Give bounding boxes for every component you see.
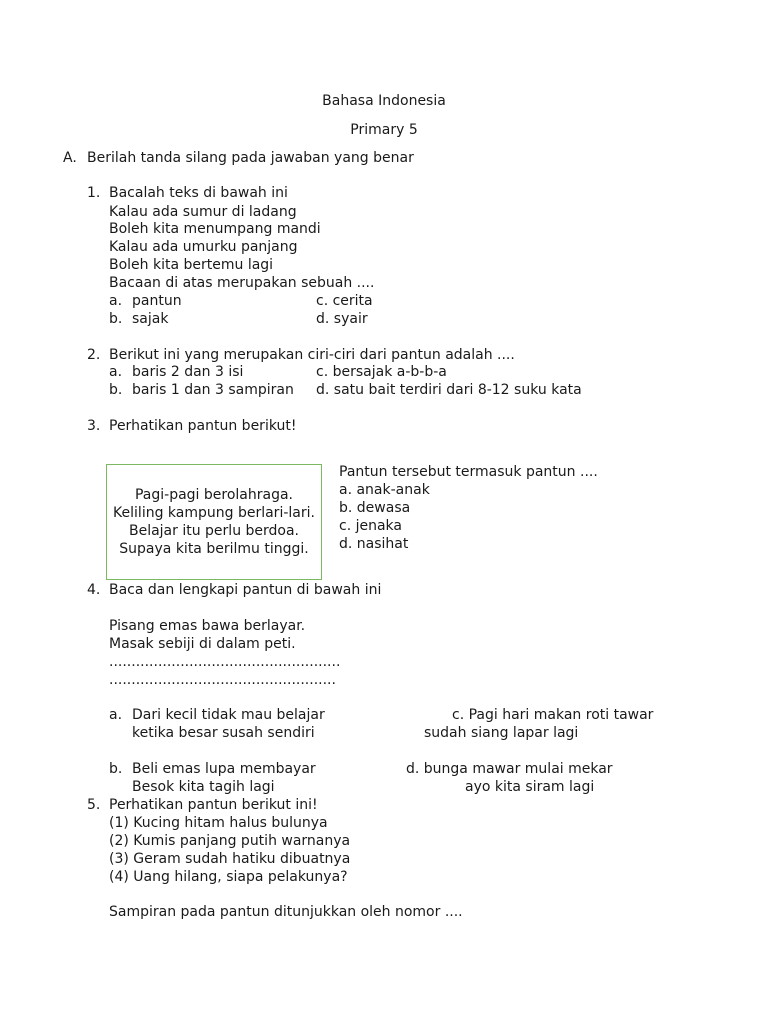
- question-text: Sampiran pada pantun ditunjukkan oleh nomor ....: [109, 904, 463, 920]
- pantun-line: Pagi-pagi berolahraga.: [134, 487, 294, 503]
- question-text: Pantun tersebut termasuk pantun ....: [339, 464, 598, 480]
- grade-label: Primary 5: [350, 122, 418, 138]
- pantun-line: Kalau ada sumur di ladang: [109, 204, 297, 220]
- option-label: b.: [109, 311, 123, 327]
- pantun-line: (1) Kucing hitam halus bulunya: [109, 815, 328, 831]
- option-c-line1: c. Pagi hari makan roti tawar: [452, 707, 654, 723]
- option-label: a.: [109, 364, 123, 380]
- question-number: 5.: [87, 797, 101, 813]
- question-prompt: Baca dan lengkapi pantun di bawah ini: [109, 582, 382, 598]
- option-b: baris 1 dan 3 sampiran: [132, 382, 294, 398]
- option-d: d. satu bait terdiri dari 8-12 suku kata: [316, 382, 582, 398]
- pantun-line: Masak sebiji di dalam peti.: [109, 636, 296, 652]
- option-label: a.: [109, 707, 123, 723]
- pantun-line: Keliling kampung berlari-lari.: [113, 505, 315, 521]
- question-number: 3.: [87, 418, 101, 434]
- option-c: c. bersajak a-b-b-a: [316, 364, 447, 380]
- question-number: 1.: [87, 185, 101, 201]
- option-a-line2: ketika besar susah sendiri: [132, 725, 315, 741]
- question-prompt: Berikut ini yang merupakan ciri-ciri dari pantun adalah ....: [109, 347, 515, 363]
- option-c-line2: sudah siang lapar lagi: [424, 725, 579, 741]
- option-c: c. cerita: [316, 293, 373, 309]
- pantun-line: Boleh kita bertemu lagi: [109, 257, 274, 273]
- option-b: b. dewasa: [339, 500, 411, 516]
- option-a: a. anak-anak: [339, 482, 430, 498]
- option-a: baris 2 dan 3 isi: [132, 364, 244, 380]
- option-label: a.: [109, 293, 123, 309]
- answer-blank: ....................................................: [109, 654, 341, 670]
- option-a-line1: Dari kecil tidak mau belajar: [132, 707, 325, 723]
- option-d-line1: d. bunga mawar mulai mekar: [406, 761, 613, 777]
- pantun-line: Boleh kita menumpang mandi: [109, 221, 321, 237]
- answer-blank: ...................................................: [109, 672, 336, 688]
- document-title: Bahasa Indonesia: [322, 93, 446, 109]
- option-a: pantun: [132, 293, 182, 309]
- option-label: b.: [109, 761, 123, 777]
- option-c: c. jenaka: [339, 518, 402, 534]
- option-b-line2: Besok kita tagih lagi: [132, 779, 275, 795]
- pantun-line: Pisang emas bawa berlayar.: [109, 618, 306, 634]
- section-instruction: Berilah tanda silang pada jawaban yang benar: [87, 150, 414, 166]
- option-b-line1: Beli emas lupa membayar: [132, 761, 316, 777]
- question-text: Bacaan di atas merupakan sebuah ....: [109, 275, 375, 291]
- pantun-line: Kalau ada umurku panjang: [109, 239, 298, 255]
- question-prompt: Perhatikan pantun berikut ini!: [109, 797, 318, 813]
- pantun-line: (4) Uang hilang, siapa pelakunya?: [109, 869, 348, 885]
- pantun-line: (3) Geram sudah hatiku dibuatnya: [109, 851, 351, 867]
- pantun-line: Belajar itu perlu berdoa.: [128, 523, 300, 539]
- question-prompt: Perhatikan pantun berikut!: [109, 418, 297, 434]
- pantun-line: Supaya kita berilmu tinggi.: [119, 541, 309, 557]
- option-label: b.: [109, 382, 123, 398]
- option-b: sajak: [132, 311, 169, 327]
- pantun-line: (2) Kumis panjang putih warnanya: [109, 833, 351, 849]
- option-d: d. syair: [316, 311, 368, 327]
- option-d: d. nasihat: [339, 536, 409, 552]
- option-d-line2: ayo kita siram lagi: [465, 779, 595, 795]
- section-marker: A.: [63, 150, 77, 166]
- question-number: 4.: [87, 582, 101, 598]
- pantun-box: [106, 464, 322, 580]
- question-number: 2.: [87, 347, 101, 363]
- question-prompt: Bacalah teks di bawah ini: [109, 185, 288, 201]
